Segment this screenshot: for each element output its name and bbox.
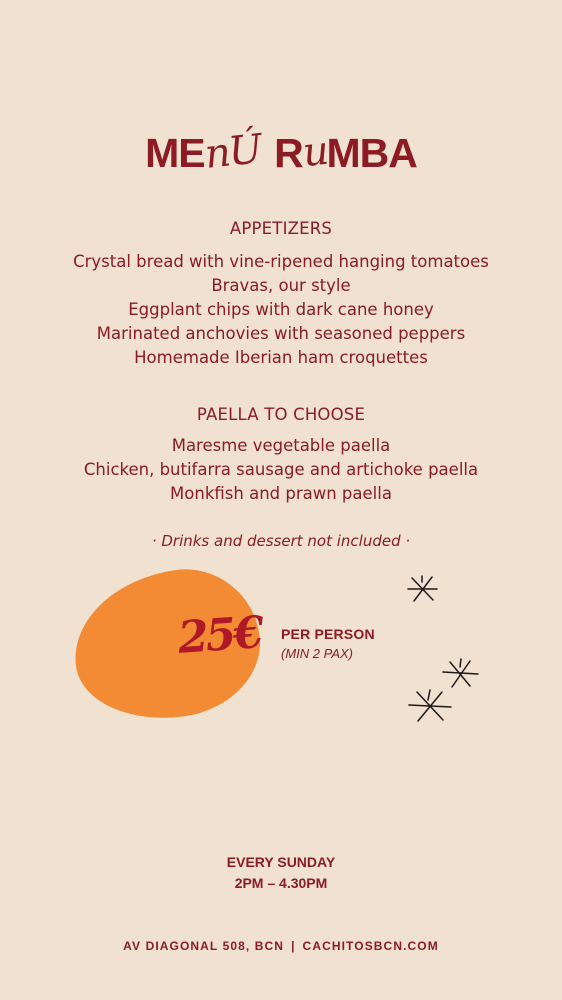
list-item: Bravas, our style [211, 276, 351, 295]
schedule-day: EVERY SUNDAY [226, 854, 336, 870]
per-person-label: PER PERSON [281, 626, 375, 642]
footer-separator: | [291, 939, 296, 953]
sparkle-icon [404, 574, 440, 604]
schedule-time: 2PM – 4.30PM [234, 875, 328, 891]
sparkle-icon [440, 658, 480, 690]
title-script-2: u [300, 127, 329, 177]
menu-title [0, 128, 562, 178]
footer-address: AV DIAGONAL 508, BCN [123, 939, 285, 953]
list-item: Crystal bread with vine-ripened hanging tomatoes [73, 252, 489, 271]
min-pax-label: (MIN 2 PAX) [281, 646, 353, 661]
appetizers-list [0, 250, 562, 370]
title-part-3: MBA [326, 129, 417, 176]
list-item: Monkfish and prawn paella [170, 484, 392, 503]
appetizers-heading: APPETIZERS [229, 219, 333, 238]
footer-website: CACHITOSBCN.COM [302, 939, 439, 953]
sparkle-icon [406, 688, 454, 724]
title-part-2: R [274, 129, 303, 176]
title-part-1: ME [145, 129, 205, 176]
list-item: Eggplant chips with dark cane honey [128, 300, 434, 319]
list-item: Maresme vegetable paella [171, 436, 391, 455]
list-item: Chicken, butifarra sausage and artichoke paella [83, 460, 479, 479]
schedule [0, 852, 562, 894]
price-amount: 25€ [176, 607, 263, 664]
paella-list [0, 434, 562, 506]
paella-heading: PAELLA TO CHOOSE [196, 405, 366, 424]
footer [0, 939, 562, 953]
drinks-note: · Drinks and dessert not included · [151, 532, 411, 550]
title-script-1: nÚ [202, 126, 263, 178]
list-item: Marinated anchovies with seasoned peppers [96, 324, 466, 343]
list-item: Homemade Iberian ham croquettes [134, 348, 428, 367]
